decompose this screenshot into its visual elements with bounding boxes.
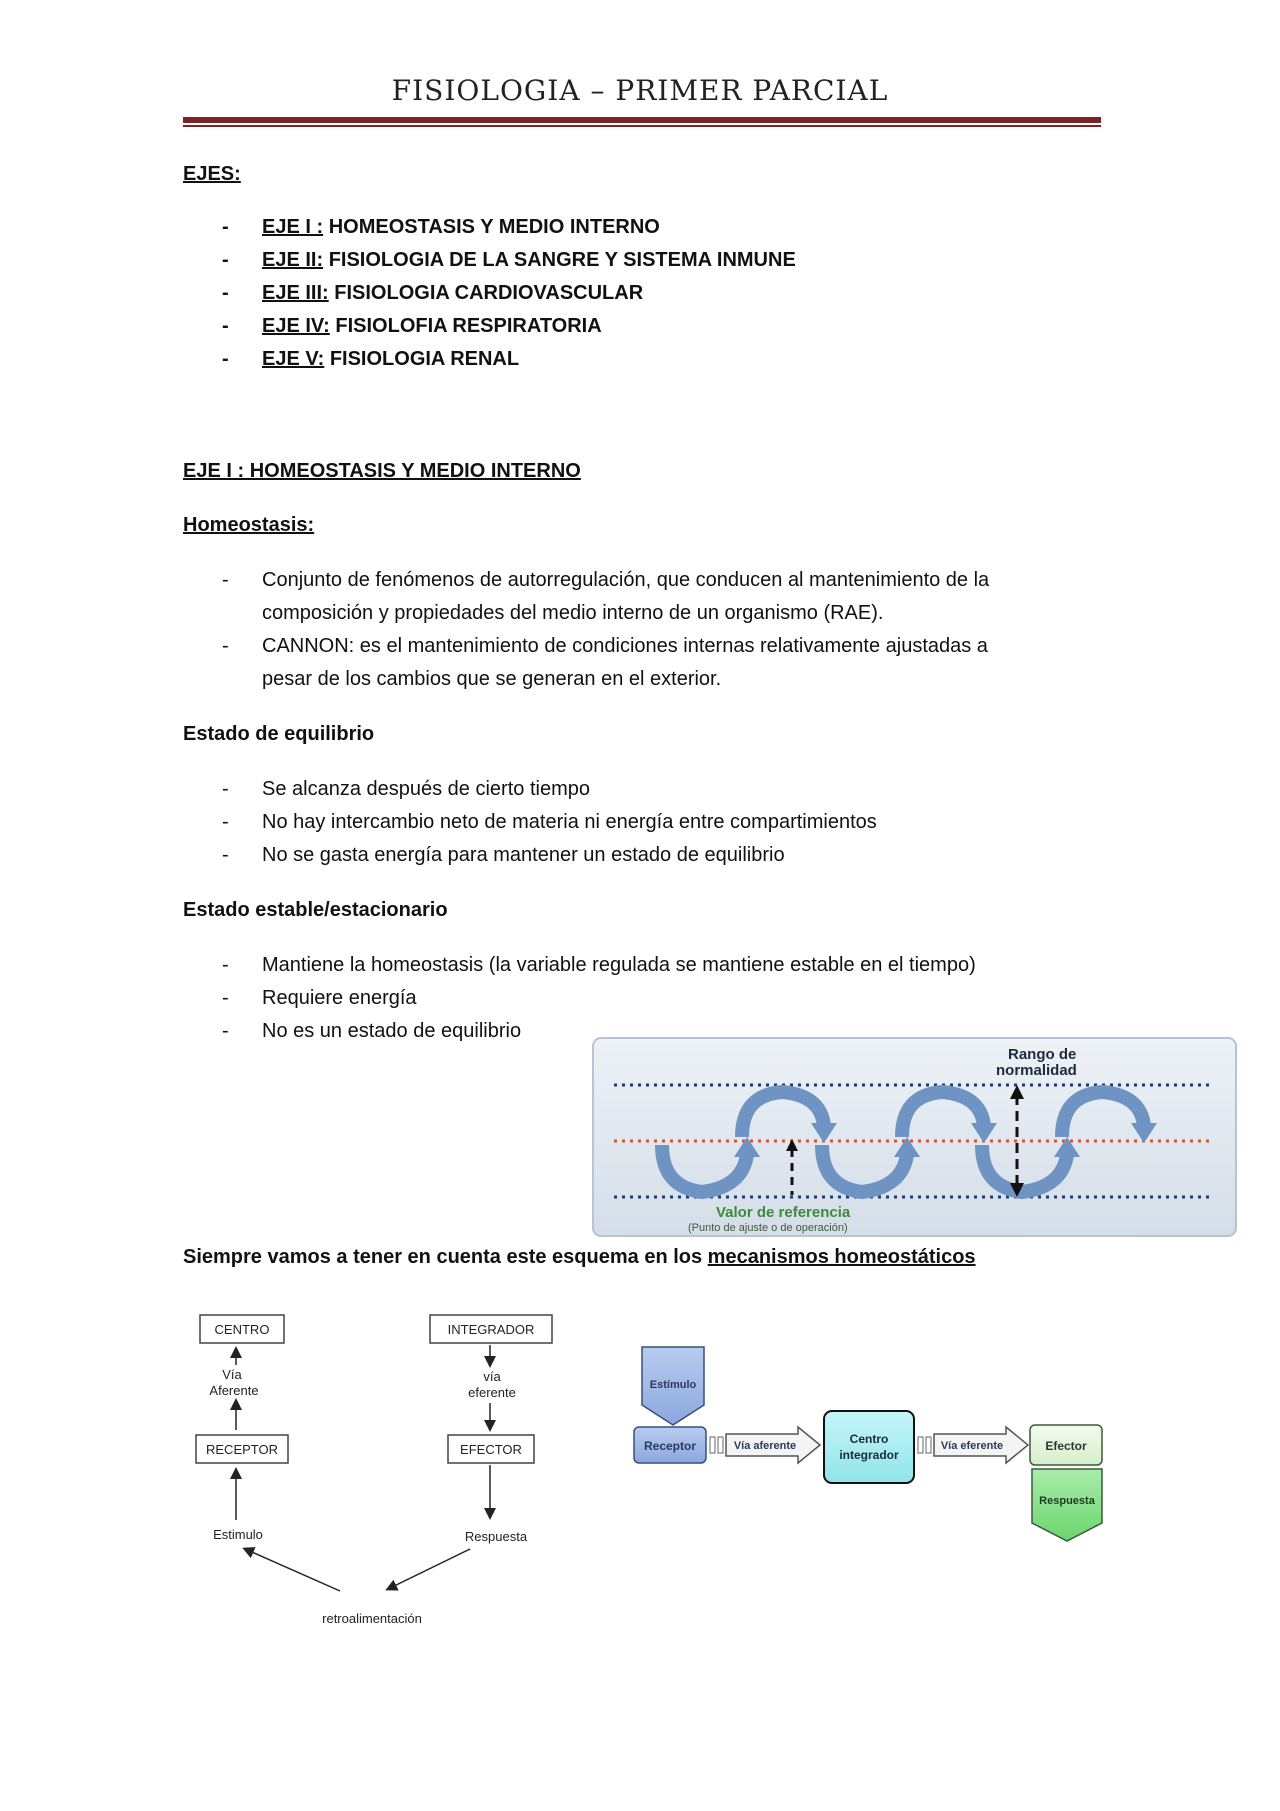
connector (718, 1437, 723, 1453)
range-figure (592, 1037, 1237, 1237)
centro-integrador-box (824, 1411, 914, 1483)
integrador-label: INTEGRADOR (447, 1322, 535, 1337)
section-heading: EJE I : HOMEOSTASIS Y MEDIO INTERNO (183, 460, 581, 482)
eje-item (262, 211, 660, 244)
reference-sublabel: (Punto de ajuste o de operación) (688, 1222, 848, 1234)
eje-label: EJE III: (262, 282, 329, 304)
list-item: Mantiene la homeostasis (la variable regulada se mantiene estable en el tiempo) (262, 954, 976, 976)
eje-label: EJE II: (262, 249, 324, 271)
list-dash: - (222, 1020, 229, 1042)
eje-text: FISIOLOFIA RESPIRATORIA (329, 315, 602, 337)
homeostasis-heading: Homeostasis: (183, 514, 315, 536)
centro-label: Centro (849, 1432, 889, 1446)
retroalimentacion-label: retroalimentación (322, 1611, 422, 1626)
receptor-label: RECEPTOR (206, 1442, 278, 1457)
eje-text: HOMEOSTASIS Y MEDIO INTERNO (323, 216, 660, 238)
via-eferente-label: vía (483, 1369, 501, 1384)
homeostasis-item-line: CANNON: es el mantenimiento de condiciones internas relativamente ajustadas a (262, 635, 988, 657)
figure-background (593, 1038, 1236, 1236)
respuesta-label: Respuesta (464, 1529, 528, 1544)
feedback-arrow-left (245, 1549, 340, 1591)
homeostatic-flow-diagram (630, 1345, 1130, 1555)
list-dash: - (222, 282, 229, 304)
eje-label: EJE I : (262, 216, 324, 238)
estable-heading: Estado estable/estacionario (183, 899, 448, 921)
range-label: Rango de (1008, 1046, 1077, 1063)
via-aferente-label: Vía (222, 1367, 242, 1382)
list-dash: - (222, 569, 229, 591)
connector (710, 1437, 715, 1453)
list-dash: - (222, 844, 229, 866)
homeostasis-item-line: Conjunto de fenómenos de autorregulación, que conducen al mantenimiento de la (262, 569, 990, 591)
esquema-sentence (183, 1241, 976, 1274)
title-rule (183, 117, 1101, 123)
range-label: normalidad (996, 1062, 1077, 1079)
centro-label: CENTRO (214, 1322, 270, 1337)
eje-item (262, 277, 643, 310)
equilibrio-heading: Estado de equilibrio (183, 723, 375, 745)
esquema-link: mecanismos homeostáticos (707, 1246, 976, 1268)
efector-label: EFECTOR (460, 1442, 522, 1457)
list-dash: - (222, 778, 229, 800)
feedback-arrow-right (388, 1549, 470, 1589)
reference-label: Valor de referencia (716, 1204, 851, 1221)
eje-label: EJE V: (262, 348, 325, 370)
efector-label: Efector (1045, 1439, 1087, 1453)
list-dash: - (222, 348, 229, 370)
receptor-label: Receptor (643, 1439, 697, 1453)
estimulo-label: Estimulo (213, 1527, 263, 1542)
list-dash: - (222, 635, 229, 657)
eje-item (262, 244, 796, 277)
via-eferente-label: Vía eferente (940, 1440, 1004, 1452)
connector (926, 1437, 931, 1453)
list-item: Requiere energía (262, 987, 417, 1009)
eje-label: EJE IV: (262, 315, 330, 337)
list-dash: - (222, 249, 229, 271)
eje-item (262, 343, 519, 376)
list-dash: - (222, 954, 229, 976)
list-item: Se alcanza después de cierto tiempo (262, 778, 590, 800)
connector (918, 1437, 923, 1453)
list-item: No hay intercambio neto de materia ni energía entre compartimientos (262, 811, 877, 833)
eje-item (262, 310, 602, 343)
list-dash: - (222, 987, 229, 1009)
esquema-prefix: Siempre vamos a tener en cuenta este esquema en los (183, 1246, 708, 1268)
feedback-loop-diagram (190, 1305, 570, 1645)
list-item: No se gasta energía para mantener un estado de equilibrio (262, 844, 785, 866)
respuesta-label: Respuesta (1039, 1495, 1095, 1507)
list-dash: - (222, 811, 229, 833)
via-aferente-label: Vía aferente (733, 1440, 797, 1452)
centro-label: integrador (839, 1448, 899, 1462)
eje-text: FISIOLOGIA CARDIOVASCULAR (328, 282, 644, 304)
via-aferente-label: Aferente (209, 1383, 259, 1398)
via-eferente-label: eferente (468, 1385, 516, 1400)
ejes-heading: EJES: (183, 163, 241, 185)
homeostasis-item-line: composición y propiedades del medio interno de un organismo (RAE). (262, 602, 884, 624)
eje-text: FISIOLOGIA DE LA SANGRE Y SISTEMA INMUNE (323, 249, 796, 271)
homeostasis-item-line: pesar de los cambios que se generan en el exterior. (262, 668, 722, 690)
list-dash: - (222, 315, 229, 337)
list-dash: - (222, 216, 229, 238)
page-title: FISIOLOGIA – PRIMER PARCIAL (391, 74, 889, 107)
list-item: No es un estado de equilibrio (262, 1020, 522, 1042)
eje-text: FISIOLOGIA RENAL (324, 348, 520, 370)
title-rule-thin (183, 125, 1101, 127)
estimulo-label: Estímulo (649, 1379, 697, 1391)
